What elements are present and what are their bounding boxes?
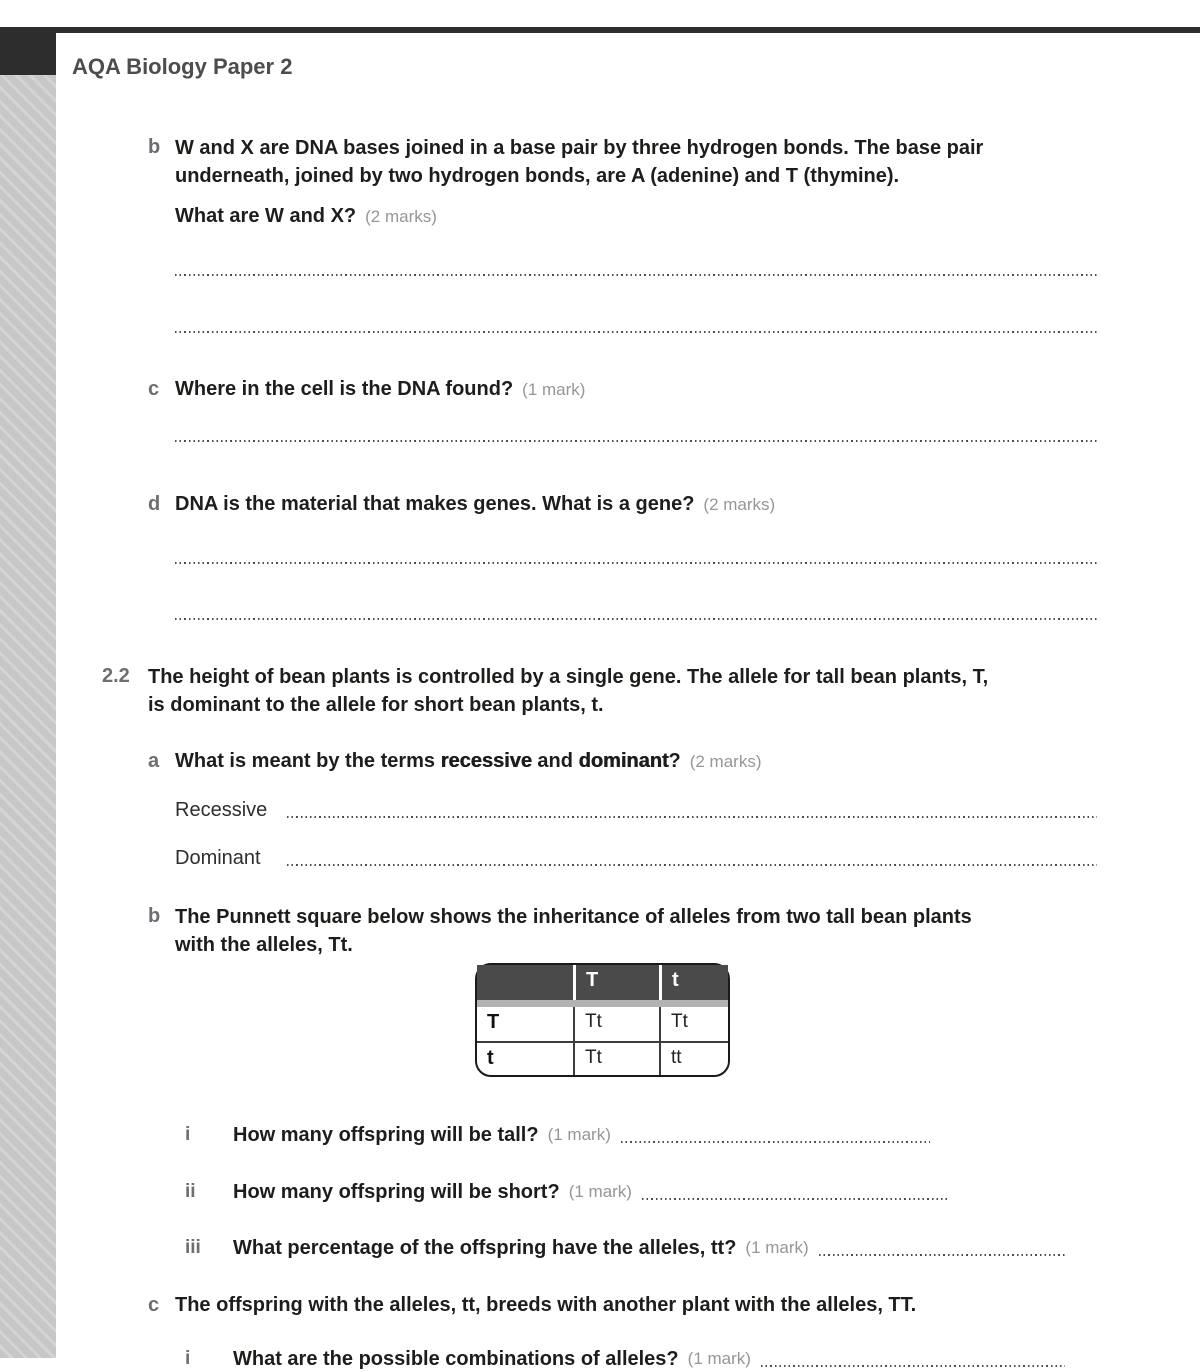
punnett-header-empty: [477, 965, 573, 1000]
question-2a-marker: a: [148, 750, 160, 772]
answer-line: [287, 864, 1097, 866]
question-2c-text: The offspring with the alleles, tt, breeds with another plant with the alleles, TT.: [175, 1294, 917, 1316]
binding-spine-hatch: [0, 75, 56, 1358]
question-2b-iii-text: What percentage of the offspring have the alleles, tt?: [233, 1237, 737, 1259]
question-1b-prompt-text: What are W and X?: [175, 205, 357, 227]
question-2-2-number: 2.2: [102, 665, 130, 687]
punnett-row-label: T: [487, 1011, 500, 1033]
question-1b-line1: W and X are DNA bases joined in a base pair by three hydrogen bonds. The base pair: [175, 137, 984, 159]
punnett-header-band: [477, 1000, 728, 1007]
question-1c-text: Where in the cell is the DNA found?: [175, 378, 514, 400]
question-2b-ii-text: How many offspring will be short?: [233, 1181, 560, 1203]
worksheet-page: [57, 33, 1200, 1370]
question-1b-line2: underneath, joined by two hydrogen bonds, are A (adenine) and T (thymine).: [175, 165, 900, 187]
punnett-cell: Tt: [659, 1007, 727, 1041]
question-2a-marks: (2 marks): [689, 752, 762, 771]
page-title: AQA Biology Paper 2: [72, 54, 293, 79]
punnett-cell: Tt: [573, 1007, 659, 1041]
question-2b-i-text: How many offspring will be tall?: [233, 1124, 539, 1146]
punnett-row-T: [477, 1007, 728, 1041]
punnett-row-t: [477, 1041, 728, 1075]
dominant-label: Dominant: [175, 847, 261, 869]
question-2a-term-recessive: recessive: [440, 750, 532, 772]
question-1b-marker: b: [148, 136, 161, 158]
question-2b-iii-marks: (1 mark): [745, 1238, 809, 1257]
question-2b-i-marker: i: [185, 1124, 191, 1145]
question-2-2-line2: is dominant to the allele for short bean plants, t.: [148, 694, 604, 716]
answer-line: [175, 331, 1097, 333]
question-2b-ii-marker: ii: [185, 1181, 196, 1202]
answer-row-recessive: [57, 797, 1200, 823]
punnett-cell: tt: [659, 1043, 727, 1075]
question-1b: [57, 134, 1200, 190]
punnett-cell: Tt: [573, 1043, 659, 1075]
question-2c-i-marker: i: [185, 1348, 191, 1369]
question-2c-i: [57, 1346, 1200, 1372]
question-2a-mid: and: [531, 750, 579, 772]
question-1d-text: DNA is the material that makes genes. What is a gene?: [175, 493, 695, 515]
answer-line: [761, 1365, 1065, 1367]
binding-corner-tab: [0, 27, 56, 75]
answer-line: [642, 1198, 950, 1200]
question-2c-marker: c: [148, 1294, 160, 1316]
answer-line: [621, 1141, 930, 1143]
answer-line: [175, 562, 1097, 564]
question-1c-marks: (1 mark): [522, 380, 586, 399]
question-1b-prompt: [57, 203, 1200, 231]
punnett-row-label: t: [487, 1047, 494, 1069]
answer-line: [175, 440, 1097, 442]
question-2b-marker: b: [148, 905, 161, 927]
question-2b-line1: The Punnett square below shows the inheritance of alleles from two tall bean plants: [175, 906, 972, 928]
answer-line: [287, 816, 1097, 818]
question-2c-i-text: What are the possible combinations of alleles?: [233, 1348, 679, 1370]
question-1c: [57, 376, 1200, 404]
question-2b-line2: with the alleles, Tt.: [175, 934, 353, 956]
question-2b-i: [57, 1122, 1200, 1148]
question-2b-ii: [57, 1179, 1200, 1205]
answer-row-dominant: [57, 845, 1200, 871]
answer-line: [175, 618, 1097, 620]
question-2a-suffix: ?: [668, 750, 681, 772]
question-1c-marker: c: [148, 378, 160, 400]
recessive-label: Recessive: [175, 799, 268, 821]
punnett-square-table: [475, 963, 730, 1077]
question-2-2: [57, 663, 1200, 719]
punnett-header-t: t: [659, 965, 727, 1000]
question-2c: [57, 1292, 1200, 1320]
question-1d-marker: d: [148, 493, 161, 515]
question-2b-iii-marker: iii: [185, 1237, 201, 1258]
question-1b-marks: (2 marks): [365, 207, 437, 226]
question-2a: [57, 748, 1200, 776]
answer-line: [175, 274, 1097, 276]
question-2b-i-marks: (1 mark): [547, 1125, 611, 1144]
question-2b-ii-marks: (1 mark): [568, 1182, 632, 1201]
question-2a-prefix: What is meant by the terms: [175, 750, 441, 772]
question-2b: [57, 903, 1200, 959]
question-1d: [57, 491, 1200, 519]
question-2b-iii: [57, 1235, 1200, 1261]
punnett-header-row: [477, 965, 728, 1000]
answer-line: [819, 1254, 1065, 1256]
question-2c-i-marks: (1 mark): [687, 1349, 751, 1368]
question-1d-marks: (2 marks): [703, 495, 776, 514]
question-2-2-line1: The height of bean plants is controlled by a single gene. The allele for tall bean plants, T,: [148, 666, 989, 688]
question-2a-term-dominant: dominant: [578, 750, 669, 772]
punnett-header-T: T: [573, 965, 659, 1000]
